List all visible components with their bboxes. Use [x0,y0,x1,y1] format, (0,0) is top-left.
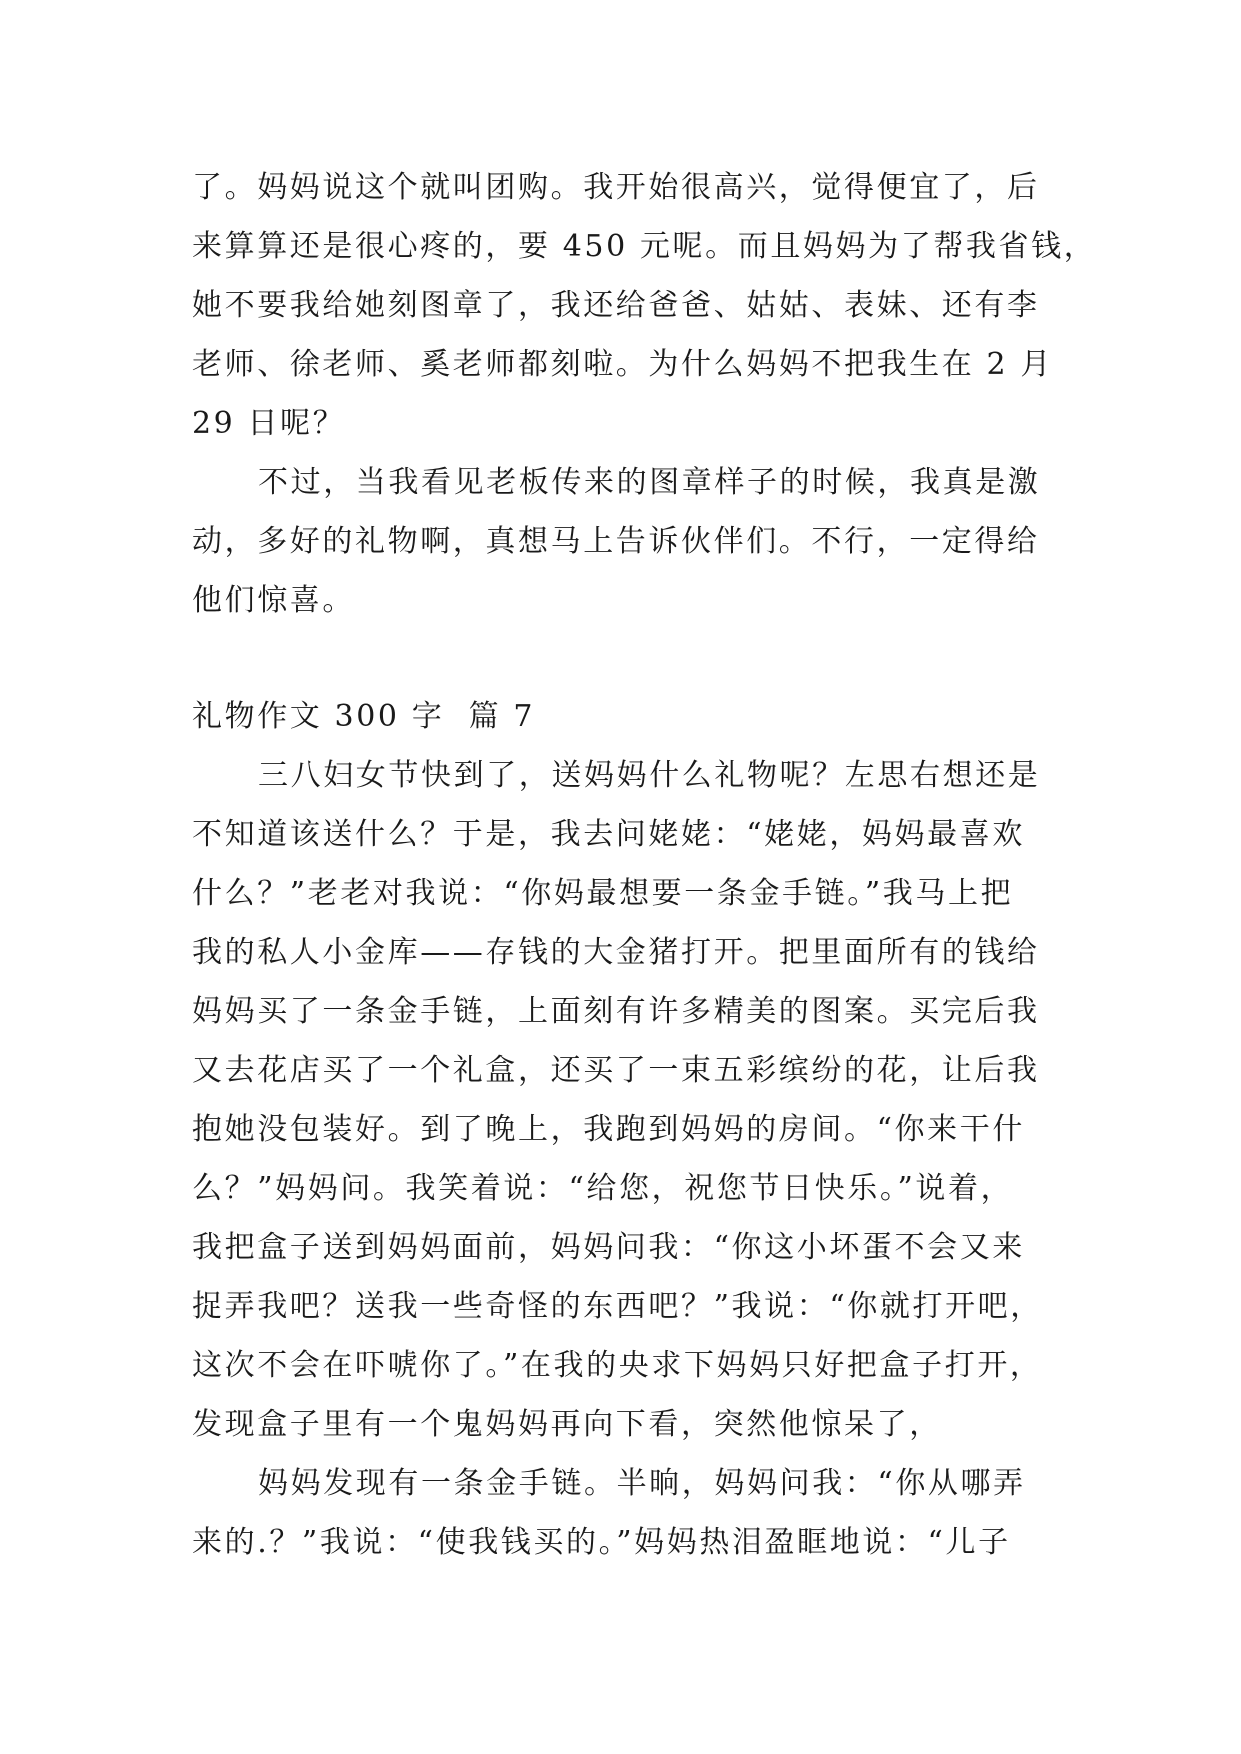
text-line: 抱她没包装好。到了晚上，我跑到妈妈的房间。“你来干什 [192,1112,1025,1147]
text-line: 我的私人小金库——存钱的大金猪打开。把里面所有的钱给 [192,935,1040,970]
text-line: 来的.？”我说：“使我钱买的。”妈妈热泪盈眶地说：“儿子 [192,1525,1011,1560]
text-line: 什么？”老老对我说：“你妈最想要一条金手链。”我马上把 [192,876,1014,911]
text-line: 这次不会在吓唬你了。”在我的央求下妈妈只好把盒子打开， [192,1348,1043,1383]
text-line: 不过，当我看见老板传来的图章样子的时候，我真是激 [258,465,1041,500]
text-line: 发现盒子里有一个鬼妈妈再向下看，突然他惊呆了， [192,1407,942,1442]
text-line: 么？”妈妈问。我笑着说：“给您，祝您节日快乐。”说着， [192,1171,1014,1206]
text-line: 我把盒子送到妈妈面前，妈妈问我：“你这小坏蛋不会又来 [192,1230,1025,1265]
text-line: 捉弄我吧？送我一些奇怪的东西吧？”我说：“你就打开吧， [192,1289,1043,1324]
text-line: 了。妈妈说这个就叫团购。我开始很高兴，觉得便宜了，后 [192,170,1040,205]
text-line: 妈妈买了一条金手链，上面刻有许多精美的图案。买完后我 [192,994,1040,1029]
text-line: 妈妈发现有一条金手链。半晌，妈妈问我：“你从哪弄 [258,1466,1026,1501]
text-line: 来算算还是很心疼的，要 450 元呢。而且妈妈为了帮我省钱， [192,229,1097,264]
text-line: 三八妇女节快到了，送妈妈什么礼物呢？左思右想还是 [258,758,1041,793]
text-line: 动，多好的礼物啊，真想马上告诉伙伴们。不行，一定得给 [192,524,1040,559]
text-line: 他们惊喜。 [192,583,355,618]
text-line: 老师、徐老师、奚老师都刻啦。为什么妈妈不把我生在 2 月 [192,347,1053,382]
text-line: 她不要我给她刻图章了，我还给爸爸、姑姑、表妹、还有李 [192,288,1040,323]
section-title: 礼物作文 300 字 篇 7 [192,699,536,734]
text-line: 29 日呢？ [192,406,346,441]
text-line: 又去花店买了一个礼盒，还买了一束五彩缤纷的花，让后我 [192,1053,1040,1088]
text-line: 不知道该送什么？于是，我去问姥姥：“姥姥，妈妈最喜欢 [192,817,1025,852]
